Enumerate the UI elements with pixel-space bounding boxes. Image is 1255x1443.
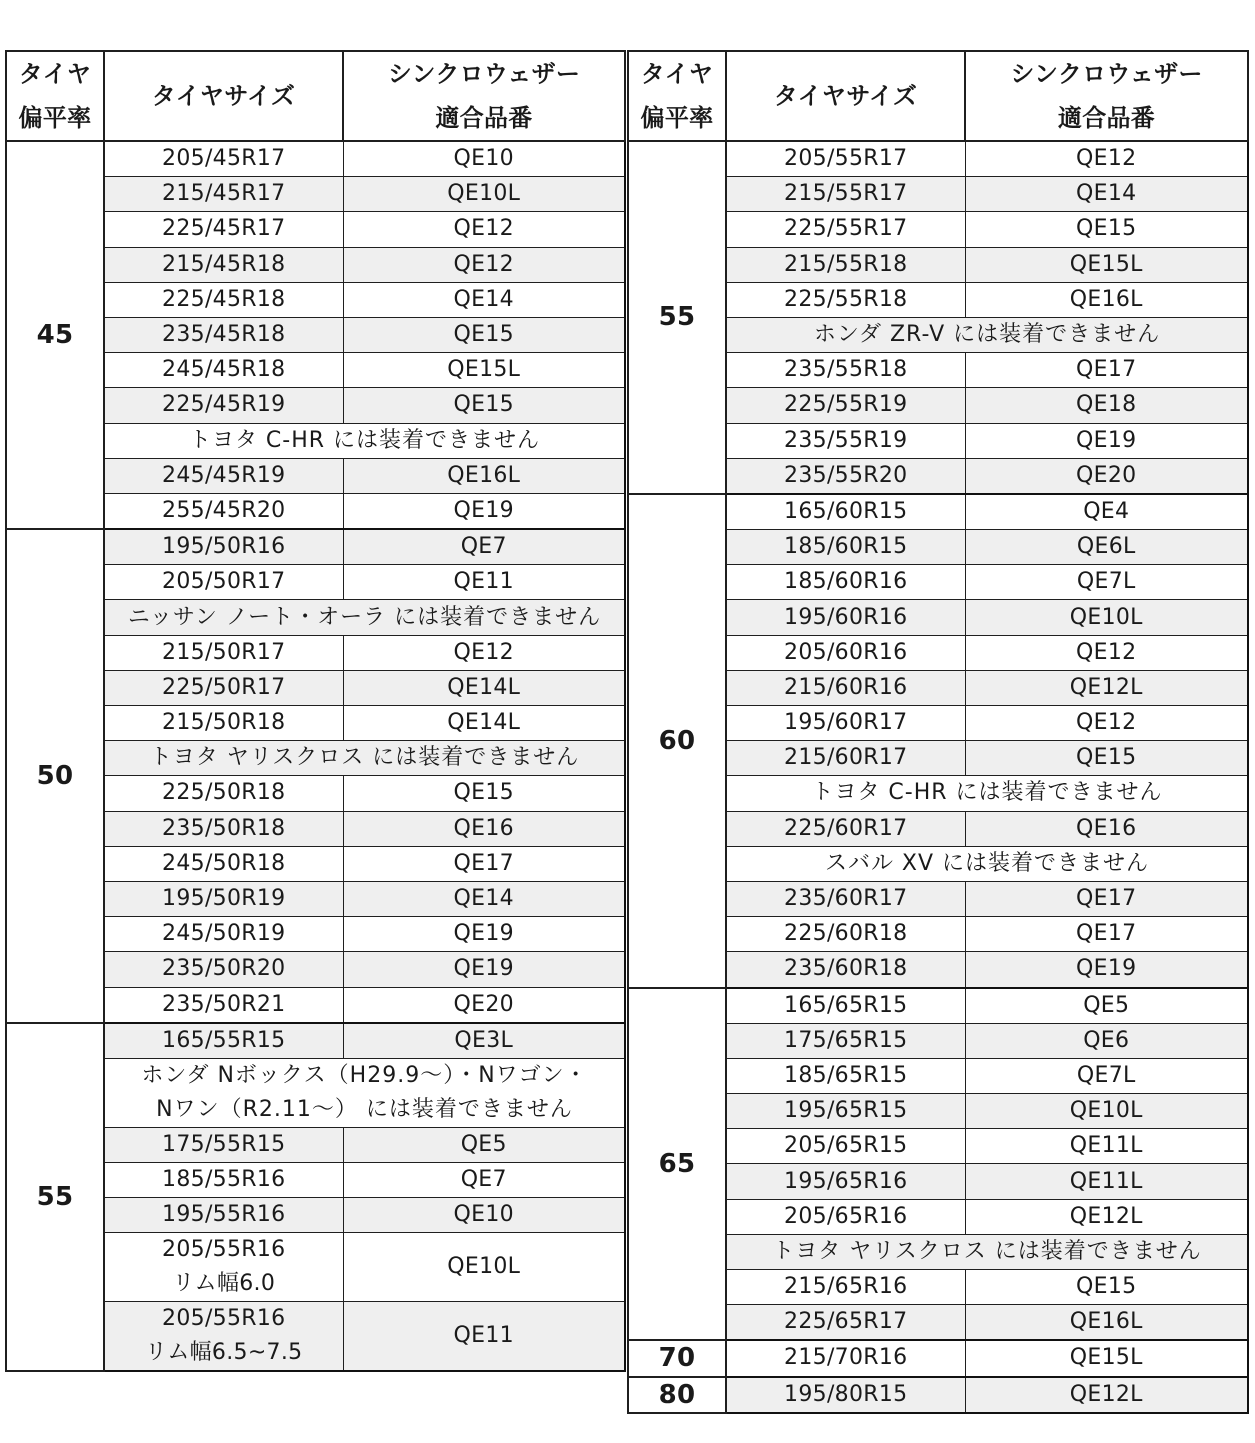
table-row — [6, 529, 625, 565]
part-number-cell: QE14L — [343, 670, 625, 705]
part-number-cell: QE16L — [965, 1305, 1248, 1341]
part-number-cell: QE15 — [343, 388, 625, 423]
part-number-cell: QE15L — [965, 247, 1248, 282]
incompatibility-note: スバル XV には装着できません — [726, 846, 1248, 881]
part-number-cell: QE7L — [965, 1058, 1248, 1093]
tire-size-cell: 225/60R18 — [726, 917, 965, 952]
part-number-cell: QE3L — [343, 1023, 625, 1059]
part-number-cell: QE11 — [343, 1302, 625, 1372]
tire-size-cell: 195/50R19 — [104, 881, 343, 916]
tire-size-cell: 215/65R16 — [726, 1270, 965, 1305]
incompatibility-note — [104, 1058, 625, 1127]
part-number-cell: QE12 — [343, 247, 625, 282]
part-number-cell: QE15 — [965, 741, 1248, 776]
part-number-cell: QE4 — [965, 494, 1248, 530]
part-number-cell: QE14 — [343, 881, 625, 916]
incompatibility-note: トヨタ ヤリスクロス には装着できません — [104, 741, 625, 776]
part-number-cell: QE19 — [343, 493, 625, 529]
part-number-cell: QE12L — [965, 1199, 1248, 1234]
tire-size-cell: 175/65R15 — [726, 1023, 965, 1058]
tire-size-cell: 225/55R19 — [726, 388, 965, 423]
part-number-cell: QE12 — [343, 212, 625, 247]
tire-size-cell: 245/50R19 — [104, 917, 343, 952]
tire-size-cell: 245/50R18 — [104, 846, 343, 881]
header-part-line2: 適合品番 — [435, 104, 533, 132]
tire-size-cell: 175/55R15 — [104, 1127, 343, 1162]
part-number-cell: QE11 — [343, 565, 625, 600]
tire-size-cell: 215/45R18 — [104, 247, 343, 282]
header-aspect-ratio — [6, 51, 104, 141]
tire-size-cell: 185/60R15 — [726, 530, 965, 565]
table-row — [6, 1023, 625, 1059]
part-number-cell: QE19 — [343, 952, 625, 987]
aspect-ratio-cell: 80 — [628, 1377, 726, 1413]
table-row — [6, 141, 625, 177]
header-part-line1: シンクロウェザー — [387, 60, 581, 88]
tire-size-cell: 245/45R19 — [104, 458, 343, 493]
part-number-cell: QE10 — [343, 1198, 625, 1233]
part-number-cell: QE5 — [343, 1127, 625, 1162]
header-aspect-line2: 偏平率 — [640, 104, 714, 132]
aspect-ratio-cell: 65 — [628, 988, 726, 1341]
part-number-cell: QE15L — [343, 353, 625, 388]
tire-size-cell: 195/80R15 — [726, 1377, 965, 1413]
header-row — [628, 51, 1248, 141]
tire-size-cell: 185/60R16 — [726, 565, 965, 600]
table-row — [628, 1377, 1248, 1413]
tire-size-cell: 205/60R16 — [726, 635, 965, 670]
tire-size-cell — [104, 1302, 343, 1372]
note-line-2: Nワン（R2.11～） には装着できません — [156, 1096, 573, 1122]
tire-size-cell: 215/55R18 — [726, 247, 965, 282]
part-number-cell: QE16 — [343, 811, 625, 846]
tire-size-cell: 235/60R18 — [726, 952, 965, 988]
header-part-number — [965, 51, 1248, 141]
tire-size-cell: 225/50R18 — [104, 776, 343, 811]
tire-size-cell: 205/65R16 — [726, 1199, 965, 1234]
part-number-cell: QE7 — [343, 1163, 625, 1198]
part-number-cell: QE19 — [343, 917, 625, 952]
part-number-cell: QE12L — [965, 670, 1248, 705]
header-aspect-line2: 偏平率 — [18, 104, 92, 132]
tire-size-cell: 225/65R17 — [726, 1305, 965, 1341]
incompatibility-note: トヨタ C-HR には装着できません — [726, 776, 1248, 811]
aspect-ratio-cell: 50 — [6, 529, 104, 1023]
header-aspect-line1: タイヤ — [640, 60, 714, 88]
part-number-cell: QE15L — [965, 1340, 1248, 1376]
part-number-cell: QE15 — [965, 212, 1248, 247]
tire-size-cell: 185/55R16 — [104, 1163, 343, 1198]
tire-size-cell: 205/45R17 — [104, 141, 343, 177]
tire-size-cell: 195/65R15 — [726, 1094, 965, 1129]
tire-size-cell: 195/60R16 — [726, 600, 965, 635]
tire-size-cell: 255/45R20 — [104, 493, 343, 529]
part-number-cell: QE20 — [965, 458, 1248, 494]
part-number-cell: QE19 — [965, 952, 1248, 988]
note-line-1: ホンダ Nボックス（H29.9～）・Nワゴン・ — [141, 1062, 588, 1088]
part-number-cell: QE16L — [965, 282, 1248, 317]
tire-size-cell: 165/60R15 — [726, 494, 965, 530]
part-number-cell: QE15 — [343, 776, 625, 811]
part-number-cell: QE6L — [965, 530, 1248, 565]
part-number-cell: QE18 — [965, 388, 1248, 423]
part-number-cell: QE14L — [343, 706, 625, 741]
part-number-cell: QE14 — [343, 282, 625, 317]
tire-size-cell: 235/50R20 — [104, 952, 343, 987]
header-row — [6, 51, 625, 141]
table-row — [628, 141, 1248, 177]
part-number-cell: QE16 — [965, 811, 1248, 846]
header-tire-size: タイヤサイズ — [726, 51, 965, 141]
part-number-cell: QE10L — [343, 177, 625, 212]
part-number-cell: QE10L — [965, 600, 1248, 635]
tire-size-cell: 225/45R17 — [104, 212, 343, 247]
tire-size-cell: 225/50R17 — [104, 670, 343, 705]
part-number-cell: QE6 — [965, 1023, 1248, 1058]
tire-size-cell: 205/50R17 — [104, 565, 343, 600]
tire-size-cell: 215/55R17 — [726, 177, 965, 212]
aspect-ratio-cell: 55 — [628, 141, 726, 494]
part-number-cell: QE17 — [965, 881, 1248, 916]
aspect-ratio-cell: 60 — [628, 494, 726, 988]
part-number-cell: QE10 — [343, 141, 625, 177]
table-row — [628, 988, 1248, 1024]
tire-table-right — [627, 50, 1249, 1414]
tire-size-cell: 215/70R16 — [726, 1340, 965, 1376]
tire-size-line-1: 205/55R16 — [162, 1237, 286, 1263]
part-number-cell: QE7L — [965, 565, 1248, 600]
tire-size-cell — [104, 1233, 343, 1302]
part-number-cell: QE12 — [965, 141, 1248, 177]
part-number-cell: QE12 — [965, 706, 1248, 741]
part-number-cell: QE11L — [965, 1129, 1248, 1164]
header-part-line2: 適合品番 — [1057, 104, 1156, 132]
aspect-ratio-cell: 55 — [6, 1023, 104, 1372]
tire-size-cell: 215/45R17 — [104, 177, 343, 212]
tire-size-cell: 235/45R18 — [104, 317, 343, 352]
tire-size-cell: 215/50R17 — [104, 635, 343, 670]
tire-size-cell: 215/60R16 — [726, 670, 965, 705]
tire-size-cell: 215/60R17 — [726, 741, 965, 776]
part-number-cell: QE12L — [965, 1377, 1248, 1413]
incompatibility-note: ホンダ ZR-V には装着できません — [726, 317, 1248, 352]
incompatibility-note: トヨタ ヤリスクロス には装着できません — [726, 1234, 1248, 1269]
tire-size-cell: 235/55R18 — [726, 353, 965, 388]
part-number-cell: QE5 — [965, 988, 1248, 1024]
tire-size-cell: 215/50R18 — [104, 706, 343, 741]
part-number-cell: QE15 — [343, 317, 625, 352]
tire-table-left — [5, 50, 626, 1372]
part-number-cell: QE11L — [965, 1164, 1248, 1199]
tire-size-cell: 225/55R17 — [726, 212, 965, 247]
rim-width-line: リム幅6.0 — [172, 1271, 276, 1297]
tire-size-cell: 225/45R19 — [104, 388, 343, 423]
tire-size-cell: 205/55R17 — [726, 141, 965, 177]
part-number-cell: QE19 — [965, 423, 1248, 458]
tire-size-cell: 235/55R20 — [726, 458, 965, 494]
header-part-line1: シンクロウェザー — [1010, 60, 1203, 88]
aspect-ratio-cell: 70 — [628, 1340, 726, 1376]
tire-size-cell: 165/55R15 — [104, 1023, 343, 1059]
header-aspect-ratio — [628, 51, 726, 141]
tire-size-cell: 195/60R17 — [726, 706, 965, 741]
tire-size-cell: 195/65R16 — [726, 1164, 965, 1199]
table-row — [628, 1340, 1248, 1376]
tire-size-cell: 225/60R17 — [726, 811, 965, 846]
part-number-cell: QE17 — [965, 353, 1248, 388]
tire-size-line-1: 205/55R16 — [162, 1306, 286, 1332]
part-number-cell: QE12 — [343, 635, 625, 670]
aspect-ratio-cell: 45 — [6, 141, 104, 529]
header-tire-size: タイヤサイズ — [104, 51, 343, 141]
incompatibility-note: ニッサン ノート・オーラ には装着できません — [104, 600, 625, 635]
tire-size-cell: 245/45R18 — [104, 353, 343, 388]
tire-size-cell: 235/50R21 — [104, 987, 343, 1023]
part-number-cell: QE17 — [965, 917, 1248, 952]
tire-size-cell: 225/45R18 — [104, 282, 343, 317]
tire-size-cell: 195/50R16 — [104, 529, 343, 565]
part-number-cell: QE12 — [965, 635, 1248, 670]
part-number-cell: QE15 — [965, 1270, 1248, 1305]
tire-size-cell: 235/60R17 — [726, 881, 965, 916]
incompatibility-note: トヨタ C-HR には装着できません — [104, 423, 625, 458]
header-part-number — [343, 51, 625, 141]
part-number-cell: QE16L — [343, 458, 625, 493]
part-number-cell: QE20 — [343, 987, 625, 1023]
table-row — [628, 494, 1248, 530]
part-number-cell: QE10L — [343, 1233, 625, 1302]
part-number-cell: QE14 — [965, 177, 1248, 212]
tire-size-cell: 205/65R15 — [726, 1129, 965, 1164]
tire-size-cell: 235/50R18 — [104, 811, 343, 846]
tire-size-cell: 195/55R16 — [104, 1198, 343, 1233]
part-number-cell: QE17 — [343, 846, 625, 881]
part-number-cell: QE10L — [965, 1094, 1248, 1129]
tire-size-cell: 185/65R15 — [726, 1058, 965, 1093]
tire-size-cell: 225/55R18 — [726, 282, 965, 317]
tire-size-cell: 165/65R15 — [726, 988, 965, 1024]
header-aspect-line1: タイヤ — [18, 60, 92, 88]
rim-width-line: リム幅6.5~7.5 — [145, 1340, 303, 1366]
tire-size-cell: 235/55R19 — [726, 423, 965, 458]
part-number-cell: QE7 — [343, 529, 625, 565]
